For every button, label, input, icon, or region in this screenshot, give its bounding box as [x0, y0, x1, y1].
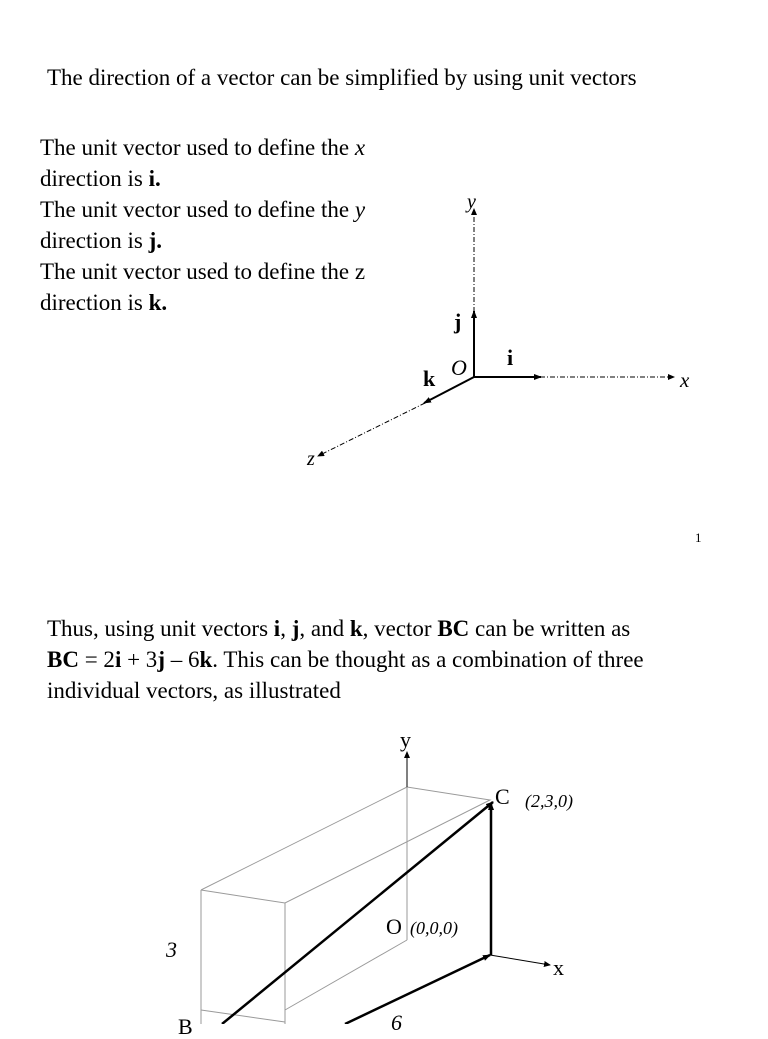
text-segment: ,	[280, 616, 292, 641]
i-vector-ref: i	[114, 647, 122, 672]
text-segment: . This can be thought as a combination of three	[212, 647, 644, 672]
y-variable: y	[354, 197, 366, 222]
point-b-label: B	[178, 1014, 193, 1039]
z-axis-line	[318, 403, 425, 456]
k-vector: k.	[148, 290, 168, 315]
bc-vector-arrow	[222, 802, 493, 1024]
text-segment: – 6	[164, 647, 200, 672]
text-segment: + 3	[121, 647, 158, 672]
j-vector-ref: j	[291, 616, 300, 641]
x-variable: x	[354, 135, 366, 160]
y-axis-label-2: y	[400, 727, 411, 752]
i-vector-ref: i	[273, 616, 281, 641]
slide2-line3: individual vectors, as illustrated	[47, 678, 341, 703]
y-axis-label: y	[467, 191, 476, 213]
dimension-6-label: 6	[391, 1010, 402, 1035]
box-base-edge	[285, 940, 407, 1010]
k-vector-ref: k	[349, 616, 363, 641]
i-vector: i.	[148, 166, 161, 191]
origin-o-label: O	[386, 914, 402, 939]
text-segment: , and	[299, 616, 350, 641]
slide2-line1	[47, 613, 630, 644]
z-unit-vector-text: The unit vector used to define the z	[40, 259, 366, 284]
text-segment: Thus, using unit vectors	[47, 616, 274, 641]
bc-vector-ref: BC	[437, 616, 470, 641]
point-c-coords: (2,3,0)	[525, 791, 573, 811]
y-unit-vector-text: The unit vector used to define the	[40, 197, 355, 222]
text-segment: = 2	[78, 647, 115, 672]
z-direction-text: direction is	[40, 290, 149, 315]
base-vector-arrow	[345, 955, 490, 1024]
x-axis-2	[490, 955, 550, 965]
text-segment: can be written as	[469, 616, 631, 641]
x-axis-label-2: x	[553, 955, 564, 980]
x-axis-label: x	[680, 368, 690, 392]
x-direction-text: direction is	[40, 166, 149, 191]
page-number: 1	[695, 530, 702, 545]
box-top-edges	[201, 787, 490, 903]
j-label: j	[454, 309, 462, 334]
k-label: k	[423, 366, 436, 391]
slide2-line2	[47, 644, 644, 675]
slide1-title: The direction of a vector can be simplified by using unit vectors	[47, 65, 637, 90]
point-c-label: C	[495, 784, 510, 809]
j-vector-ref: j	[157, 647, 165, 672]
j-vector: j.	[148, 228, 163, 253]
i-label: i	[507, 345, 514, 370]
box-bottom-front-edge	[201, 1010, 285, 1022]
text-segment: , vector	[362, 616, 438, 641]
origin-label: O	[451, 355, 467, 380]
y-direction-text: direction is	[40, 228, 149, 253]
bc-vector-ref: BC	[47, 647, 79, 672]
origin-o-coords: (0,0,0)	[410, 918, 458, 938]
x-unit-vector-text: The unit vector used to define the	[40, 135, 355, 160]
z-axis-label: z	[307, 448, 315, 470]
k-vector-ref: k	[199, 647, 213, 672]
dimension-3-label: 3	[166, 937, 177, 962]
